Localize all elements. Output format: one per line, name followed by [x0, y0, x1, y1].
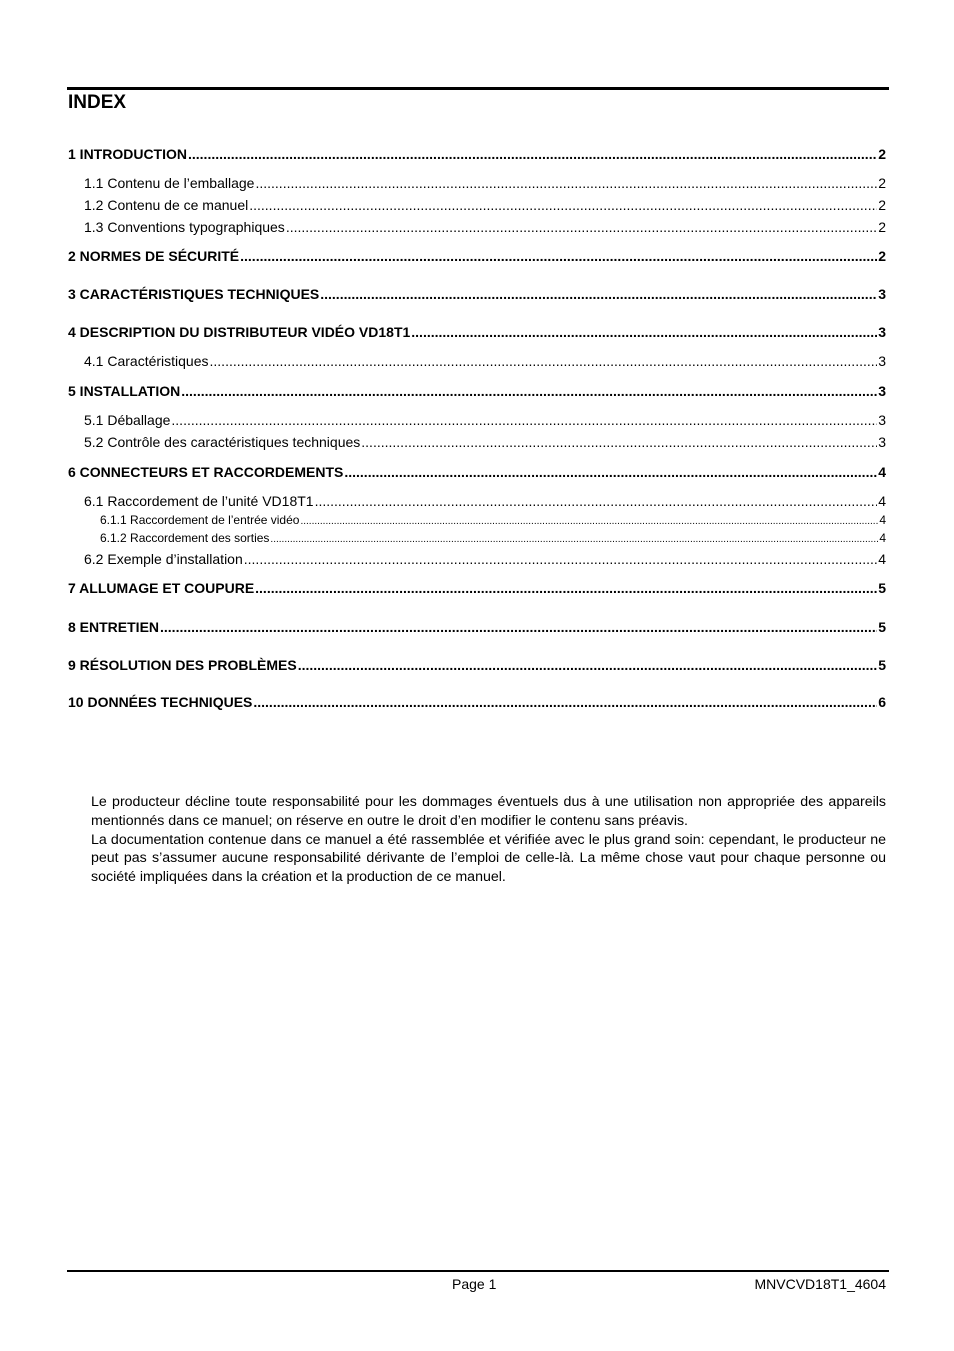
toc-entry-contenu-manuel[interactable]	[84, 196, 886, 214]
toc-page-number: 3	[878, 434, 886, 450]
toc-leader	[249, 196, 877, 214]
toc-leader	[286, 218, 877, 236]
toc-entry-conventions[interactable]	[84, 218, 886, 236]
toc-entry-controle[interactable]	[84, 433, 886, 451]
toc-page-number: 2	[878, 197, 886, 213]
toc-leader	[315, 492, 878, 510]
toc-page-number: 4	[879, 513, 886, 527]
toc-leader	[171, 411, 877, 429]
toc-entry-connecteurs[interactable]	[68, 463, 886, 481]
toc-entry-raccordement-sorties[interactable]	[100, 531, 886, 547]
toc-page-number: 5	[878, 657, 886, 673]
toc-page-number: 3	[878, 383, 886, 399]
toc-entry-raccordement-unite[interactable]	[84, 492, 886, 510]
toc-label: 6.2 Exemple d’installation	[84, 551, 243, 567]
toc-leader	[160, 618, 877, 636]
toc-label: 1.2 Contenu de ce manuel	[84, 197, 249, 213]
toc-entry-caracteristiques[interactable]	[84, 352, 886, 370]
header-rule	[67, 87, 889, 90]
toc-page-number: 5	[878, 619, 886, 635]
toc-page-number: 2	[878, 175, 886, 191]
toc-page-number: 6	[878, 694, 886, 710]
toc-leader	[298, 656, 878, 674]
toc-leader	[320, 285, 877, 303]
toc-label: 10 DONNÉES TECHNIQUES	[68, 694, 253, 710]
footer-document-code: MNVCVD18T1_4604	[754, 1276, 886, 1292]
toc-leader	[181, 382, 877, 400]
toc-page-number: 4	[878, 551, 886, 567]
disclaimer	[91, 793, 886, 887]
toc-label: 5 INSTALLATION	[68, 383, 181, 399]
toc-label: 8 ENTRETIEN	[68, 619, 160, 635]
toc-label: 1.1 Contenu de l’emballage	[84, 175, 255, 191]
toc-label: 5.2 Contrôle des caractéristiques techniques	[84, 434, 361, 450]
page-title: INDEX	[68, 92, 127, 113]
toc-page-number: 3	[878, 353, 886, 369]
toc-page-number: 2	[878, 248, 886, 264]
toc-label: 4 DESCRIPTION DU DISTRIBUTEUR VIDÉO VD18T1	[68, 324, 411, 340]
toc-leader	[361, 433, 877, 451]
toc-label: 4.1 Caractéristiques	[84, 353, 209, 369]
toc-label: 5.1 Déballage	[84, 412, 171, 428]
toc-page-number: 3	[878, 324, 886, 340]
toc-entry-contenu-emballage[interactable]	[84, 174, 886, 192]
toc-entry-normes-securite[interactable]	[68, 247, 886, 265]
toc-label: 7 ALLUMAGE ET COUPURE	[68, 580, 255, 596]
toc-page-number: 5	[878, 580, 886, 596]
toc-leader	[255, 579, 877, 597]
toc-entry-description[interactable]	[68, 323, 886, 341]
toc-leader	[240, 247, 877, 265]
toc-page-number: 4	[878, 464, 886, 480]
toc-page-number: 4	[879, 531, 886, 545]
toc-page-number: 2	[878, 146, 886, 162]
toc-entry-installation[interactable]	[68, 382, 886, 400]
toc-page-number: 3	[878, 412, 886, 428]
toc-label: 6.1.1 Raccordement de l’entrée vidéo	[100, 513, 300, 527]
disclaimer-paragraph-1: Le producteur décline toute responsabilité pour les dommages éventuels dus à une utilisation non appropriée des appareils mentionnés dans ce manuel; on réserve en outre le droit d’en modifier le contenu sans préavis.	[91, 794, 886, 829]
toc-leader	[210, 352, 878, 370]
toc-leader	[188, 145, 877, 163]
toc-entry-introduction[interactable]	[68, 145, 886, 163]
toc-label: 6.1 Raccordement de l’unité VD18T1	[84, 493, 314, 509]
toc-entry-allumage[interactable]	[68, 579, 886, 597]
toc-leader	[300, 513, 878, 529]
toc-leader	[255, 174, 877, 192]
toc-label: 6.1.2 Raccordement des sorties	[100, 531, 270, 545]
toc-leader	[253, 693, 877, 711]
toc-leader	[411, 323, 877, 341]
toc-leader	[244, 550, 877, 568]
footer-page-number: Page 1	[452, 1276, 497, 1292]
toc-page-number: 4	[878, 493, 886, 509]
toc-label: 1.3 Conventions typographiques	[84, 219, 285, 235]
toc-entry-entretien[interactable]	[68, 618, 886, 636]
toc-entry-donnees-techniques[interactable]	[68, 693, 886, 711]
toc-label: 1 INTRODUCTION	[68, 146, 187, 162]
toc-label: 9 RÉSOLUTION DES PROBLÈMES	[68, 657, 297, 673]
toc-entry-deballage[interactable]	[84, 411, 886, 429]
toc-entry-exemple-installation[interactable]	[84, 550, 886, 568]
toc-entry-caracteristiques-techniques[interactable]	[68, 285, 886, 303]
toc-entry-resolution[interactable]	[68, 656, 886, 674]
toc-leader	[344, 463, 877, 481]
toc-entry-raccordement-entree[interactable]	[100, 513, 886, 529]
toc-leader	[270, 531, 878, 547]
toc-label: 2 NORMES DE SÉCURITÉ	[68, 248, 240, 264]
toc-page-number: 2	[878, 219, 886, 235]
footer-rule	[67, 1270, 889, 1272]
toc-label: 6 CONNECTEURS ET RACCORDEMENTS	[68, 464, 344, 480]
toc-page-number: 3	[878, 286, 886, 302]
disclaimer-paragraph-2: La documentation contenue dans ce manuel a été rassemblée et vérifiée avec le plus grand soin: cependant, le producteur ne peut pas s’assumer aucune responsabilité dérivante de l’emploi de celle-là. La même chose vaut pour chaque personne ou société impliquées dans la création et la production de ce manuel.	[91, 831, 886, 886]
toc-label: 3 CARACTÉRISTIQUES TECHNIQUES	[68, 286, 320, 302]
